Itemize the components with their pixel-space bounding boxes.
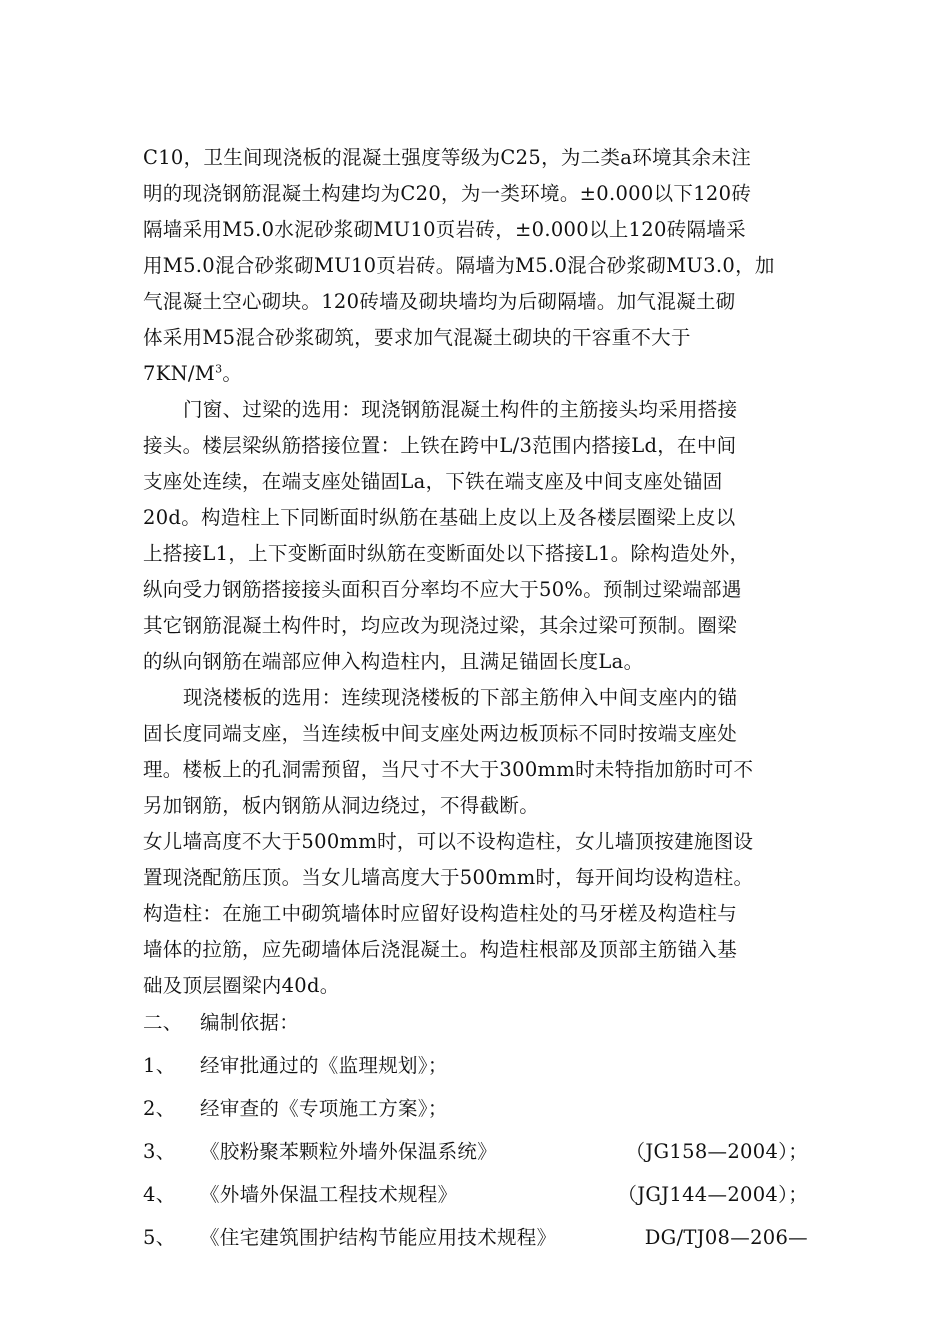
section-title: 编制依据： [200, 1011, 300, 1034]
section-heading [143, 1010, 808, 1036]
text-line: 固长度同端支座，当连续板中间支座处两边板顶标不同时按端支座处 [143, 722, 738, 745]
list-number: 5、 [143, 1226, 176, 1249]
text-line: 置现浇配筋压顶。当女儿墙高度大于500mm时，每开间均设构造柱。 [143, 866, 754, 889]
text-line: 用M5.0混合砂浆砌MU10页岩砖。隔墙为M5.0混合砂浆砌MU3.0，加 [143, 254, 775, 277]
text-line: 隔墙采用M5.0水泥砂浆砌MU10页岩砖，±0.000以上120砖隔墙采 [143, 218, 746, 241]
standard-code: （JG158—2004）； [625, 1140, 808, 1163]
text-line: 上搭接L1，上下变断面时纵筋在变断面处以下搭接L1。除构造处外， [143, 542, 750, 565]
superscript: 3 [215, 362, 223, 376]
list-item [143, 1053, 808, 1079]
text-line [143, 361, 808, 387]
list-item [143, 1139, 808, 1165]
text-line: 其它钢筋混凝土构件时，均应改为现浇过梁，其余过梁可预制。圈梁 [143, 614, 738, 637]
section-number: 二、 [143, 1011, 183, 1034]
density-value: 7KN/M [143, 362, 216, 385]
standard-code: DG/TJ08—206— [644, 1226, 808, 1249]
text-line: C10，卫生间现浇板的混凝土强度等级为C25，为二类a环境其余未注 [143, 146, 751, 169]
list-number: 1、 [143, 1054, 176, 1077]
text-line: 现浇楼板的选用：连续现浇楼板的下部主筋伸入中间支座内的锚 [183, 686, 738, 709]
text-line: 气混凝土空心砌块。120砖墙及砌块墙均为后砌隔墙。加气混凝土砌 [143, 290, 736, 313]
list-number: 2、 [143, 1097, 176, 1120]
list-text: 经审查的《专项施工方案》； [200, 1097, 448, 1120]
list-text: 经审批通过的《监理规划》； [200, 1054, 448, 1077]
list-text: 《胶粉聚苯颗粒外墙外保温系统》 [200, 1140, 498, 1163]
punctuation: 。 [222, 362, 243, 385]
text-line: 接头。楼层梁纵筋搭接位置：上铁在跨中L/3范围内搭接Ld，在中间 [143, 434, 737, 457]
text-line: 20d。构造柱上下同断面时纵筋在基础上皮以上及各楼层圈梁上皮以 [143, 506, 736, 529]
text-line: 体采用M5混合砂浆砌筑，要求加气混凝土砌块的干容重不大于 [143, 326, 691, 349]
text-line: 构造柱：在施工中砌筑墙体时应留好设构造柱处的马牙槎及构造柱与 [143, 902, 738, 925]
text-line: 另加钢筋，板内钢筋从洞边绕过，不得截断。 [143, 794, 540, 817]
text-line: 纵向受力钢筋搭接接头面积百分率均不应大于50%。预制过梁端部遇 [143, 578, 742, 601]
text-line: 明的现浇钢筋混凝土构建均为C20，为一类环境。±0.000以下120砖 [143, 182, 752, 205]
standard-code: （JGJ144—2004）； [617, 1183, 808, 1206]
list-item [143, 1225, 808, 1251]
list-text: 《外墙外保温工程技术规程》 [200, 1183, 458, 1206]
list-number: 3、 [143, 1140, 176, 1163]
text-line: 女儿墙高度不大于500mm时，可以不设构造柱，女儿墙顶按建施图设 [143, 830, 754, 853]
text-line: 门窗、过梁的选用：现浇钢筋混凝土构件的主筋接头均采用搭接 [183, 398, 738, 421]
list-item [143, 1096, 808, 1122]
text-line: 理。楼板上的孔洞需预留，当尺寸不大于300mm时未特指加筋时可不 [143, 758, 754, 781]
list-text: 《住宅建筑围护结构节能应用技术规程》 [200, 1226, 557, 1249]
text-line: 的纵向钢筋在端部应伸入构造柱内，且满足锚固长度La。 [143, 650, 644, 673]
list-number: 4、 [143, 1183, 176, 1206]
list-item [143, 1182, 808, 1208]
text-line: 支座处连续，在端支座处锚固La，下铁在端支座及中间支座处锚固 [143, 470, 723, 493]
text-line: 墙体的拉筋，应先砌墙体后浇混凝土。构造柱根部及顶部主筋锚入基 [143, 938, 738, 961]
text-line: 础及顶层圈梁内40d。 [143, 974, 340, 997]
